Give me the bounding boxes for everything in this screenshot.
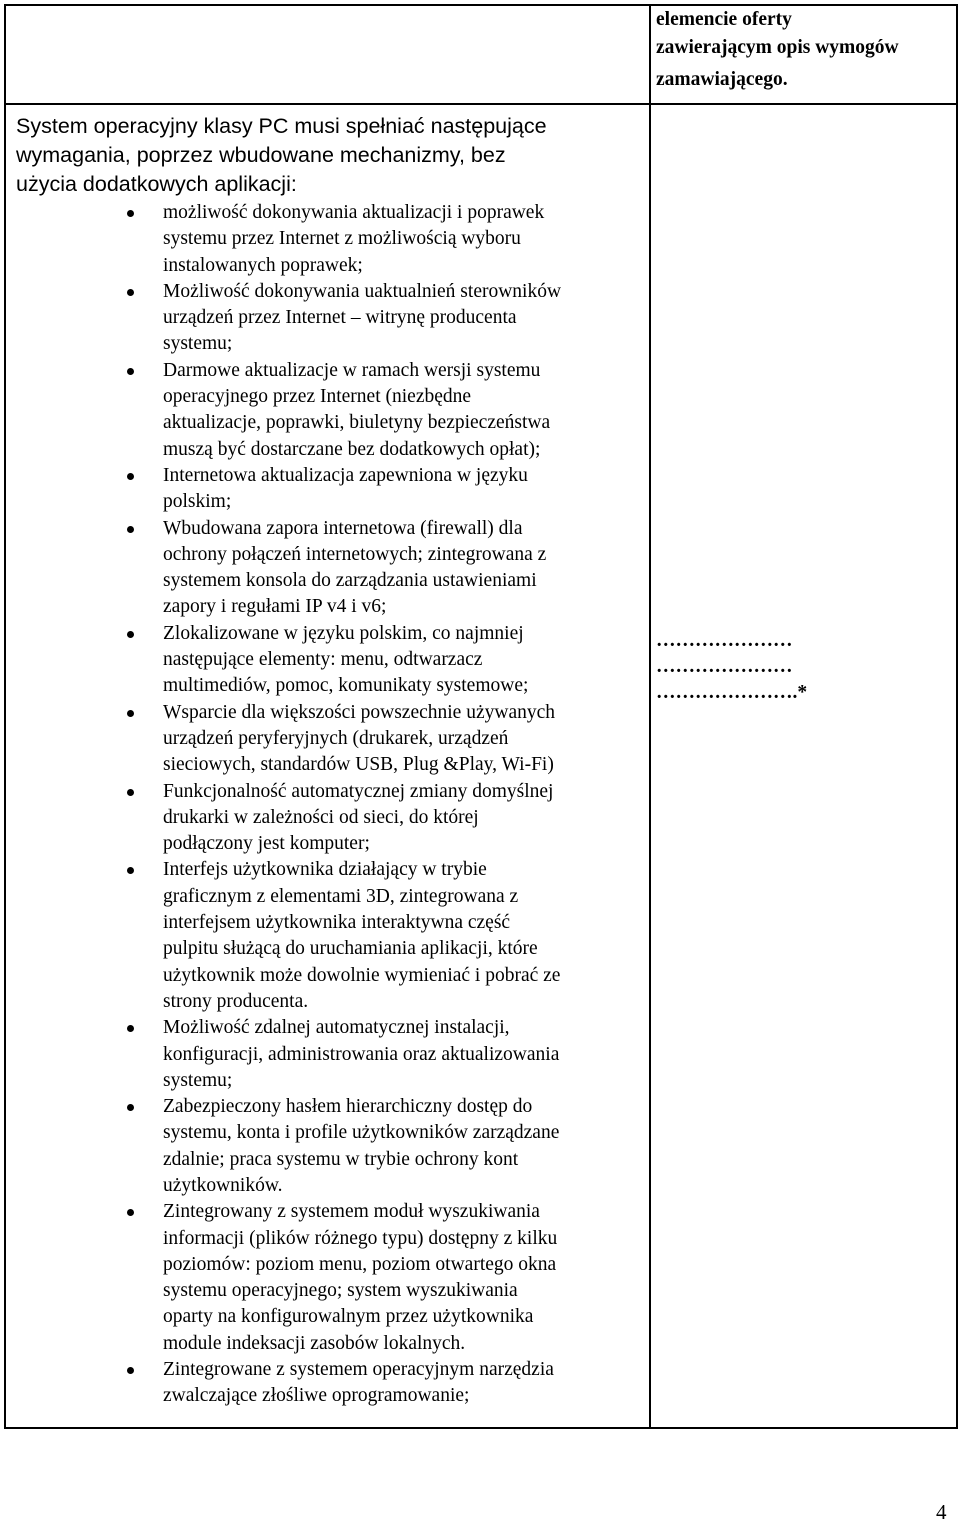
requirement-line: podłączony jest komputer;	[163, 833, 370, 855]
requirement-line: ochrony połączeń internetowych; zintegrowana z	[163, 543, 547, 565]
requirement-line: Zintegrowany z systemem moduł wyszukiwania	[163, 1201, 540, 1223]
requirement-line: poziomów: poziom menu, poziom otwartego okna	[163, 1253, 557, 1275]
header-line: zawierającym opis wymogów	[656, 37, 899, 58]
requirement-line: informacji (plików różnego typu) dostępny z kilku	[163, 1227, 558, 1249]
requirement-line: urządzeń peryferyjnych (drukarek, urządzeń	[163, 727, 509, 749]
requirement-line: systemu przez Internet z możliwością wyboru	[163, 228, 521, 250]
requirement-item	[0, 463, 633, 516]
requirement-line: zapory i regułami IP v4 i v6;	[163, 596, 387, 618]
requirement-item	[0, 621, 633, 700]
bullet-icon	[127, 526, 134, 533]
requirement-line: Interfejs użytkownika działający w trybie	[163, 859, 487, 881]
bullet-icon	[127, 210, 134, 217]
requirement-item	[0, 857, 633, 1015]
requirement-item	[0, 279, 633, 358]
bullet-icon	[127, 1025, 134, 1032]
page-number: 4	[936, 1500, 947, 1524]
requirement-line: oparty na konfigurowalnym przez użytkownika	[163, 1306, 534, 1328]
header-line: zamawiającego.	[656, 69, 788, 90]
requirement-line: module indeksacji zasobów lokalnych.	[163, 1332, 466, 1354]
requirement-item	[0, 200, 633, 279]
requirement-line: Internetowa aktualizacja zapewniona w języku	[163, 464, 528, 486]
answer-placeholder	[656, 628, 956, 706]
requirement-line: użytkownik może dowolnie wymieniać i pobrać ze	[163, 964, 561, 986]
requirement-item	[0, 358, 633, 463]
intro-line: System operacyjny klasy PC musi spełniać następujące	[16, 114, 547, 138]
requirement-line: instalowanych poprawek;	[163, 254, 363, 276]
requirement-line: Zlokalizowane w języku polskim, co najmniej	[163, 622, 524, 644]
answer-dots-line: …………………	[656, 630, 793, 651]
requirement-line: aktualizacje, poprawki, biuletyny bezpieczeństwa	[163, 412, 551, 434]
bullet-icon	[127, 1209, 134, 1216]
requirement-line: systemem konsola do zarządzania ustawieniami	[163, 570, 537, 592]
bullet-icon	[127, 631, 134, 638]
intro-line: użycia dodatkowych aplikacji:	[16, 172, 297, 196]
bullet-icon	[127, 473, 134, 480]
requirement-line: Możliwość zdalnej automatycznej instalacji,	[163, 1017, 510, 1039]
requirement-line: następujące elementy: menu, odtwarzacz	[163, 649, 483, 671]
bullet-icon	[127, 1104, 134, 1111]
requirement-line: drukarki w zależności od sieci, do której	[163, 806, 479, 828]
bullet-icon	[127, 710, 134, 717]
requirement-line: zdalnie; praca systemu w trybie ochrony kont	[163, 1148, 519, 1170]
answer-dots-line: ………………….*	[656, 682, 808, 703]
bullet-icon	[127, 867, 134, 874]
intro-line: wymagania, poprzez wbudowane mechanizmy, bez	[16, 143, 506, 167]
requirement-item	[0, 1094, 633, 1199]
requirement-item	[0, 1199, 633, 1357]
requirement-line: systemu, konta i profile użytkowników zarządzane	[163, 1122, 560, 1144]
requirements-intro	[16, 112, 646, 199]
requirement-line: interfejsem użytkownika interaktywna część	[163, 912, 511, 934]
requirement-item	[0, 1015, 633, 1094]
bullet-icon	[127, 368, 134, 375]
requirement-item	[0, 516, 633, 621]
requirement-line: strony producenta.	[163, 990, 309, 1012]
requirement-line: Darmowe aktualizacje w ramach wersji systemu	[163, 359, 541, 381]
requirement-line: Funkcjonalność automatycznej zmiany domyślnej	[163, 780, 554, 802]
answer-dots-line: …………………	[656, 656, 793, 677]
header-line: elemencie oferty	[656, 9, 792, 30]
requirement-line: systemu;	[163, 1069, 233, 1091]
requirement-line: Wsparcie dla większości powszechnie używanych	[163, 701, 556, 723]
requirement-line: pulpitu służącą do uruchamiania aplikacji, które	[163, 938, 538, 960]
bullet-icon	[127, 289, 134, 296]
requirement-line: operacyjnego przez Internet (niezbędne	[163, 386, 472, 408]
requirement-item	[0, 700, 633, 779]
requirement-line: systemu;	[163, 333, 233, 355]
requirement-line: polskim;	[163, 491, 232, 513]
requirement-line: multimediów, pomoc, komunikaty systemowe;	[163, 675, 529, 697]
requirement-line: Możliwość dokonywania uaktualnień sterowników	[163, 280, 562, 302]
requirement-line: sieciowych, standardów USB, Plug &Play, Wi-Fi)	[163, 754, 554, 776]
requirement-line: urządzeń przez Internet – witrynę producenta	[163, 307, 517, 329]
requirement-line: możliwość dokonywania aktualizacji i poprawek	[163, 202, 545, 223]
requirement-line: Zabezpieczony hasłem hierarchiczny dostęp do	[163, 1096, 533, 1118]
requirement-line: zwalczające złośliwe oprogramowanie;	[163, 1385, 470, 1407]
requirement-line: muszą być dostarczane bez dodatkowych opłat);	[163, 438, 541, 460]
requirement-line: systemu operacyjnego; system wyszukiwania	[163, 1280, 518, 1302]
requirement-item	[0, 1357, 633, 1410]
requirements-list	[0, 200, 650, 1410]
requirement-item	[0, 779, 633, 858]
requirement-line: Wbudowana zapora internetowa (firewall) dla	[163, 517, 523, 539]
requirement-line: graficznym z elementami 3D, zintegrowana z	[163, 885, 519, 907]
requirement-line: użytkowników.	[163, 1174, 283, 1196]
requirement-line: Zintegrowane z systemem operacyjnym narzędzia	[163, 1359, 554, 1381]
bullet-icon	[127, 1367, 134, 1374]
offer-column-header	[656, 6, 956, 94]
bullet-icon	[127, 789, 134, 796]
requirement-line: konfiguracji, administrowania oraz aktualizowania	[163, 1043, 560, 1065]
